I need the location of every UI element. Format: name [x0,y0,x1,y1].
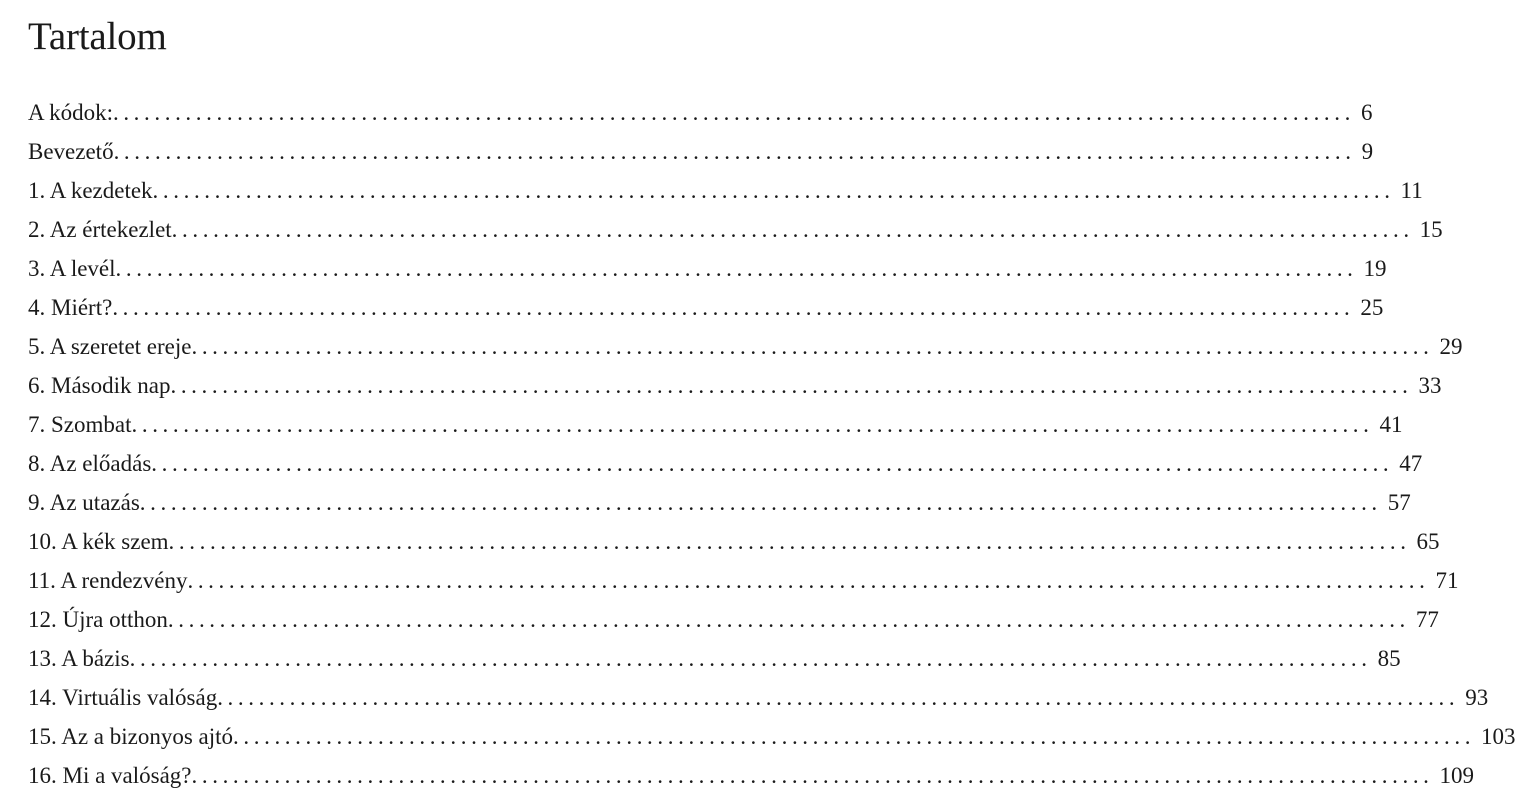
toc-entry[interactable] [28,444,1423,483]
toc-entry-label[interactable]: 6. Második nap [28,373,171,398]
toc-entry[interactable] [28,717,1516,756]
toc-entry-page-number[interactable]: 6 [1360,100,1373,125]
toc-entry-label[interactable]: 11. A rendezvény [28,568,188,593]
toc-leader-dots: ........................................................................................................................ [191,334,1434,359]
toc-entry-label[interactable]: 2. Az értekezlet [28,217,172,242]
toc-entry-page-number[interactable]: 41 [1379,412,1403,437]
toc-entry[interactable] [28,678,1489,717]
toc-entry-label[interactable]: 15. Az a bizonyos ajtó [28,724,234,749]
toc-leader-dots: ........................................................................................................................ [217,685,1460,710]
toc-entry-page-number[interactable]: 19 [1363,256,1387,281]
toc-leader-dots: ........................................................................................................................ [129,646,1372,671]
toc-leader-dots: ........................................................................................................................ [171,217,1414,242]
toc-entry[interactable] [28,639,1401,678]
toc-leader-dots: ........................................................................................................................ [151,451,1394,476]
toc-page-body [28,0,1516,812]
toc-entry[interactable] [28,756,1475,795]
toc-entry-label[interactable]: 7. Szombat [28,412,132,437]
toc-title: Tartalom [28,15,167,58]
toc-entry-page-number[interactable]: 103 [1481,724,1516,749]
toc-entry-page-number[interactable]: 85 [1377,646,1401,671]
toc-entry[interactable] [28,366,1442,405]
toc-entry-page-number[interactable]: 11 [1400,178,1423,203]
toc-leader-dots: ........................................................................................................................ [233,724,1476,749]
toc-entry[interactable] [28,561,1459,600]
toc-entry[interactable] [28,483,1411,522]
toc-leader-dots: ........................................................................................................................ [113,139,1356,164]
toc-leader-dots: ........................................................................................................................ [112,295,1355,320]
toc-leader-dots: ........................................................................................................................ [131,412,1374,437]
toc-entry[interactable] [28,132,1374,171]
toc-entry-page-number[interactable]: 47 [1399,451,1423,476]
toc-entry[interactable] [28,405,1403,444]
toc-entry-page-number[interactable]: 71 [1435,568,1459,593]
toc-entry-page-number[interactable]: 15 [1419,217,1443,242]
toc-entry-label[interactable]: 9. Az utazás [28,490,140,515]
toc-entry[interactable] [28,171,1423,210]
toc-entry-label[interactable]: 5. A szeretet ereje [28,334,192,359]
toc-entry[interactable] [28,600,1439,639]
toc-leader-dots: ........................................................................................................................ [112,100,1355,125]
toc-entry[interactable] [28,93,1373,132]
toc-leader-dots: ........................................................................................................................ [168,529,1411,554]
toc-entry-label[interactable]: 8. Az előadás [28,451,152,476]
toc-entry-page-number[interactable]: 29 [1439,334,1463,359]
toc-leader-dots: ........................................................................................................................ [187,568,1430,593]
toc-entry-label[interactable]: A kódok: [28,100,113,125]
toc-entry-label[interactable]: 4. Miért? [28,295,113,320]
toc-entry-label[interactable]: 13. A bázis [28,646,130,671]
toc-entry[interactable] [28,327,1463,366]
toc-leader-dots: ........................................................................................................................ [191,763,1434,788]
toc-entry-page-number[interactable]: 93 [1465,685,1489,710]
toc-entry[interactable] [28,249,1387,288]
toc-entry-label[interactable]: 10. A kék szem [28,529,169,554]
toc-entry[interactable] [28,522,1440,561]
toc-entry[interactable] [28,288,1384,327]
toc-leader-dots: ........................................................................................................................ [139,490,1382,515]
toc-entry-label[interactable]: 14. Virtuális valóság [28,685,218,710]
toc-entry-page-number[interactable]: 65 [1416,529,1440,554]
toc-entry[interactable] [28,210,1443,249]
toc-entry-page-number[interactable]: 25 [1360,295,1384,320]
toc-entry-page-number[interactable]: 57 [1387,490,1411,515]
toc-entry-label[interactable]: 1. A kezdetek [28,178,153,203]
toc-entry-label[interactable]: 12. Újra otthon [28,607,168,632]
toc-entry-page-number[interactable]: 9 [1361,139,1374,164]
toc-entry-label[interactable]: 3. A levél [28,256,116,281]
toc-leader-dots: ........................................................................................................................ [170,373,1413,398]
toc-entry-page-number[interactable]: 33 [1418,373,1442,398]
toc-leader-dots: ........................................................................................................................ [152,178,1395,203]
toc-entry-label[interactable]: Bevezető [28,139,114,164]
toc-leader-dots: ........................................................................................................................ [167,607,1410,632]
toc-entry-page-number[interactable]: 77 [1415,607,1439,632]
toc-entry-label[interactable]: 16. Mi a valóság? [28,763,192,788]
toc-leader-dots: ........................................................................................................................ [115,256,1358,281]
toc-list [28,93,1516,795]
toc-entry-page-number[interactable]: 109 [1439,763,1475,788]
